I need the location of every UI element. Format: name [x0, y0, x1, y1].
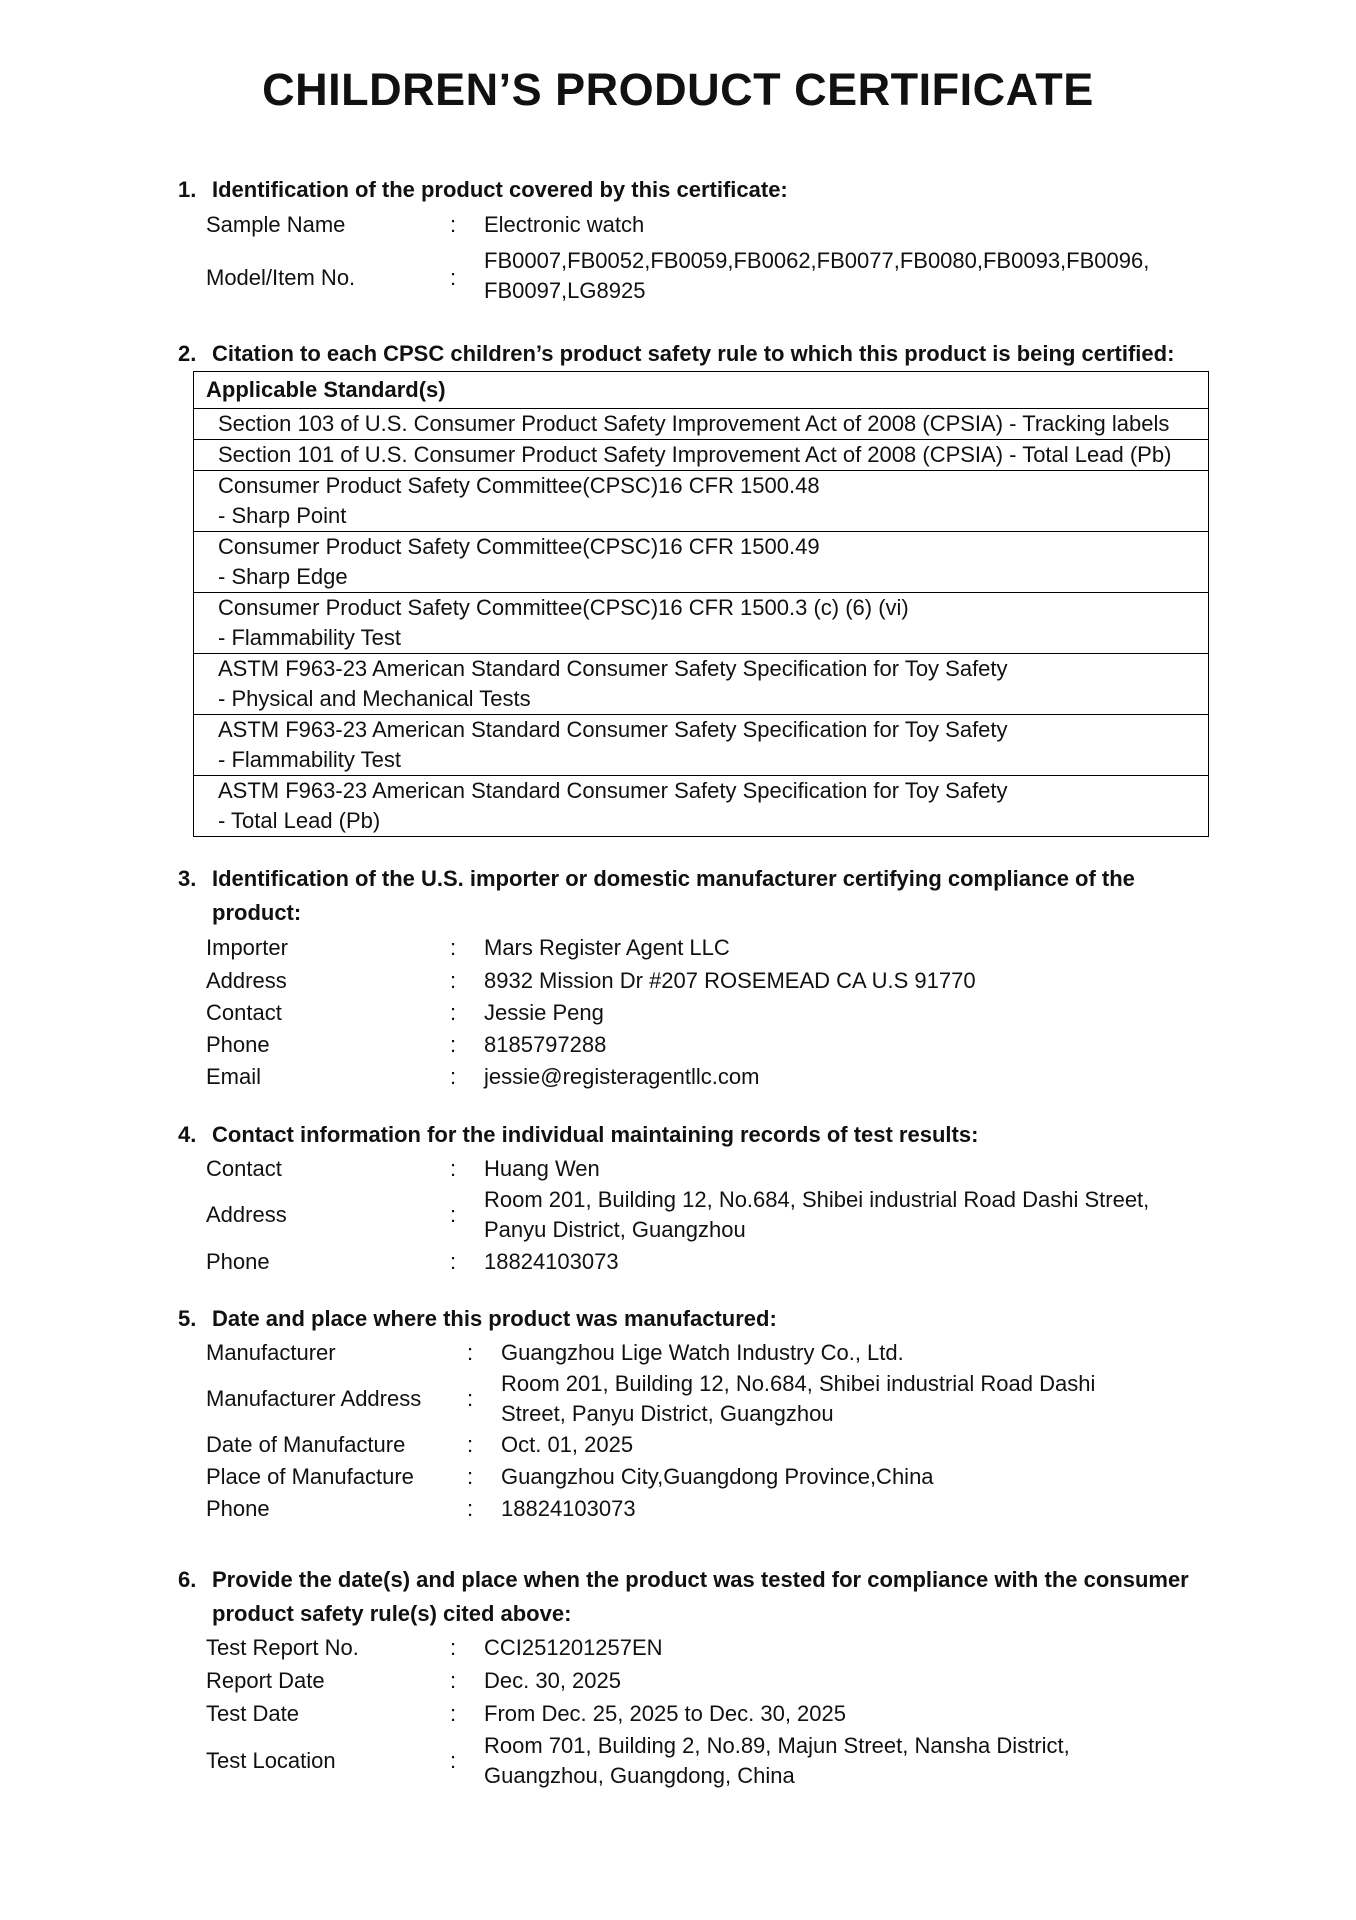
field-label: Phone: [206, 1496, 270, 1521]
standard-name: Consumer Product Safety Committee(CPSC)16 CFR 1500.48: [218, 473, 820, 498]
table-row: [194, 776, 1209, 837]
section-title: Citation to each CPSC children’s product safety rule to which this product is being certified:: [212, 341, 1175, 366]
section-title: Contact information for the individual maintaining records of test results:: [212, 1122, 979, 1147]
standard-cell: [194, 776, 1209, 837]
field-colon: :: [450, 935, 457, 960]
field-label: Contact: [206, 1156, 282, 1181]
table-row: [194, 440, 1209, 471]
field-label: Contact: [206, 1000, 282, 1025]
field-label: Date of Manufacture: [206, 1432, 406, 1457]
field-colon: :: [450, 1748, 457, 1773]
field-label: Importer: [206, 935, 288, 960]
table-row: [194, 409, 1209, 440]
standard-scope: - Flammability Test: [218, 747, 401, 772]
field-label: Address: [206, 968, 287, 993]
field-colon: :: [450, 1156, 457, 1181]
field-label: Phone: [206, 1249, 270, 1274]
section-title: Identification of the product covered by this certificate:: [212, 177, 788, 202]
section-number: 2.: [178, 341, 197, 366]
table-row: [194, 532, 1209, 593]
field-colon: :: [450, 1249, 457, 1274]
standard-cell: Section 101 of U.S. Consumer Product Safety Improvement Act of 2008 (CPSIA) - Total Lead (Pb): [194, 440, 1209, 471]
table-row: [194, 715, 1209, 776]
standards-table: [193, 371, 1209, 837]
field-colon: :: [450, 265, 457, 290]
field-value: Electronic watch: [484, 212, 645, 237]
field-colon: :: [467, 1340, 474, 1365]
standard-name: Consumer Product Safety Committee(CPSC)16 CFR 1500.3 (c) (6) (vi): [218, 595, 909, 620]
field-value: FB0007,FB0052,FB0059,FB0062,FB0077,FB0080,FB0093,FB0096, FB0097,LG8925: [484, 248, 1150, 303]
field-value: From Dec. 25, 2025 to Dec. 30, 2025: [484, 1701, 846, 1726]
field-value: Room 201, Building 12, No.684, Shibei industrial Road Dashi Street, Panyu District, Guangzhou: [484, 1187, 1150, 1242]
field-colon: :: [450, 212, 457, 237]
field-label: Phone: [206, 1032, 270, 1057]
field-value: Room 201, Building 12, No.684, Shibei industrial Road Dashi Street, Panyu District, Guangzhou: [501, 1371, 1096, 1426]
field-label: Manufacturer: [206, 1340, 336, 1365]
field-colon: :: [467, 1496, 474, 1521]
field-colon: :: [450, 1000, 457, 1025]
field-value: 18824103073: [501, 1496, 636, 1521]
standard-cell: [194, 471, 1209, 532]
section-number: 4.: [178, 1122, 197, 1147]
table-row: [194, 593, 1209, 654]
standard-scope: - Total Lead (Pb): [218, 808, 381, 833]
field-colon: :: [450, 1635, 457, 1660]
section-number: 1.: [178, 177, 197, 202]
field-label: Model/Item No.: [206, 265, 356, 290]
field-label: Sample Name: [206, 212, 346, 237]
field-colon: :: [450, 1668, 457, 1693]
field-label: Place of Manufacture: [206, 1464, 414, 1489]
section-title: Identification of the U.S. importer or domestic manufacturer certifying compliance of the product:: [212, 866, 1135, 925]
field-colon: :: [450, 1202, 457, 1227]
field-colon: :: [467, 1386, 474, 1411]
standard-scope: - Physical and Mechanical Tests: [218, 686, 531, 711]
field-colon: :: [467, 1464, 474, 1489]
email-value: jessie@registeragentllc.com: [484, 1064, 760, 1089]
field-label: Test Report No.: [206, 1635, 359, 1660]
field-value: Huang Wen: [484, 1156, 600, 1181]
field-colon: :: [450, 1701, 457, 1726]
section-title: Provide the date(s) and place when the product was tested for compliance with the consumer product safety rule(s) cited above:: [212, 1567, 1189, 1626]
table-row: [194, 654, 1209, 715]
field-value: 18824103073: [484, 1249, 619, 1274]
field-colon: :: [467, 1432, 474, 1457]
field-value: Room 701, Building 2, No.89, Majun Street, Nansha District, Guangzhou, Guangdong, China: [484, 1733, 1070, 1788]
section-number: 5.: [178, 1306, 197, 1331]
field-colon: :: [450, 1064, 457, 1089]
field-value: Oct. 01, 2025: [501, 1432, 634, 1457]
section-number: 3.: [178, 866, 197, 891]
standard-cell: [194, 593, 1209, 654]
field-value: Jessie Peng: [484, 1000, 604, 1025]
standard-name: Consumer Product Safety Committee(CPSC)16 CFR 1500.49: [218, 534, 820, 559]
field-value: CCI251201257EN: [484, 1635, 663, 1660]
table-row: [194, 471, 1209, 532]
field-label: Manufacturer Address: [206, 1386, 422, 1411]
field-value: 8185797288: [484, 1032, 607, 1057]
field-value: 8932 Mission Dr #207 ROSEMEAD CA U.S 91770: [484, 968, 976, 993]
field-label: Email: [206, 1064, 262, 1089]
field-label: Address: [206, 1202, 287, 1227]
field-value: Dec. 30, 2025: [484, 1668, 621, 1693]
field-value: Guangzhou Lige Watch Industry Co., Ltd.: [501, 1340, 904, 1365]
standard-scope: - Sharp Edge: [218, 564, 348, 589]
section-title: Date and place where this product was manufactured:: [212, 1306, 777, 1331]
standard-cell: [194, 715, 1209, 776]
standard-name: ASTM F963-23 American Standard Consumer Safety Specification for Toy Safety: [218, 717, 1008, 742]
field-label: Report Date: [206, 1668, 325, 1693]
table-header: Applicable Standard(s): [194, 372, 1209, 409]
standard-cell: [194, 654, 1209, 715]
standard-name: ASTM F963-23 American Standard Consumer Safety Specification for Toy Safety: [218, 656, 1008, 681]
standard-cell: [194, 532, 1209, 593]
section-number: 6.: [178, 1567, 197, 1592]
standard-cell: Section 103 of U.S. Consumer Product Safety Improvement Act of 2008 (CPSIA) - Tracking labels: [194, 409, 1209, 440]
field-label: Test Date: [206, 1701, 299, 1726]
field-colon: :: [450, 968, 457, 993]
standard-name: ASTM F963-23 American Standard Consumer Safety Specification for Toy Safety: [218, 778, 1008, 803]
standard-scope: - Flammability Test: [218, 625, 401, 650]
field-label: Test Location: [206, 1748, 336, 1773]
page-title: CHILDREN’S PRODUCT CERTIFICATE: [262, 64, 1094, 115]
field-value: Mars Register Agent LLC: [484, 935, 730, 960]
field-colon: :: [450, 1032, 457, 1057]
standard-scope: - Sharp Point: [218, 503, 347, 528]
field-value: Guangzhou City,Guangdong Province,China: [501, 1464, 934, 1489]
